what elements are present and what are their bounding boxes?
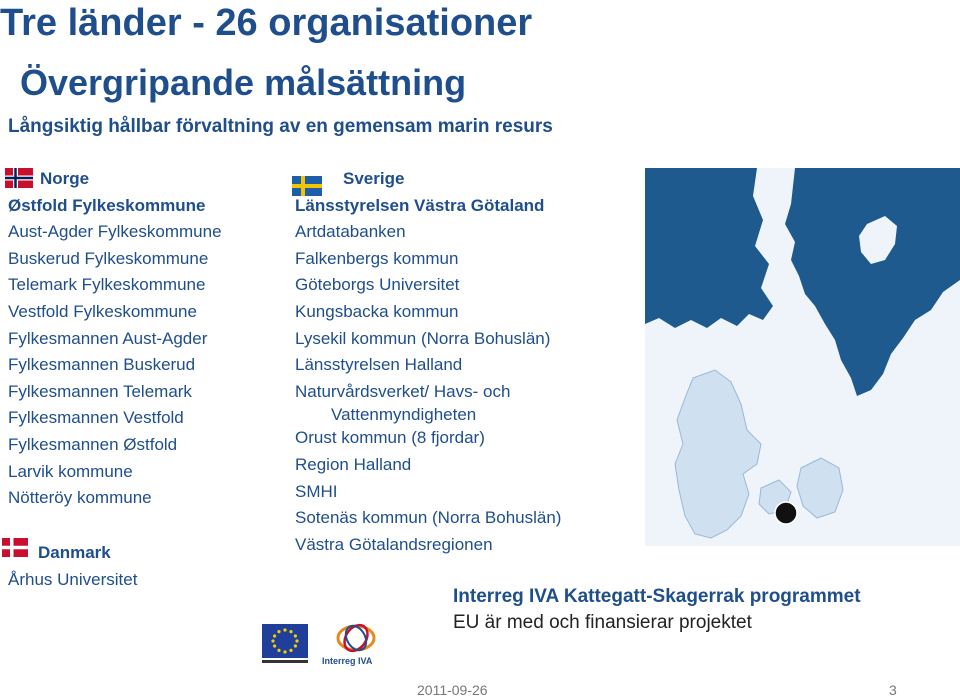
list-item: Artdatabanken [295,222,406,242]
list-item: Fylkesmannen Telemark [8,381,192,401]
sweden-list [295,166,561,558]
norway-heading: Norge [40,169,90,188]
list-item: Göteborgs Universitet [295,275,460,295]
denmark-heading: Danmark [38,543,111,562]
list-item: Västra Götalandsregionen [295,534,493,554]
eu-flag-logo [262,624,308,658]
sweden-heading: Sverige [343,169,405,188]
list-item: Larvik kommune [8,461,133,481]
region-map [645,168,960,546]
page-subtitle: Övergripande målsättning [20,62,467,103]
list-item: Århus Universitet [8,569,138,589]
list-item: Telemark Fylkeskommune [8,275,206,295]
list-item: Vestfold Fylkeskommune [8,301,197,321]
slide-date: 2011-09-26 [417,682,488,698]
list-item: Østfold Fylkeskommune [8,195,206,215]
list-item: Aust-Agder Fylkeskommune [8,222,222,242]
norway-list [8,166,222,512]
page-title: Tre länder - 26 organisationer [0,2,533,44]
list-item: Naturvårdsverket/ Havs- och [295,381,511,401]
interreg-program-text: Interreg IVA Kattegatt-Skagerrak programmet [453,586,861,607]
eu-funding-text: EU är med och finansierar projektet [453,612,752,633]
list-item: SMHI [295,481,338,501]
list-item: Region Halland [295,454,412,474]
denmark-list [8,540,137,593]
list-item: Orust kommun (8 fjordar) [295,428,485,448]
eu-logo-caption-line [262,660,308,663]
list-item: Fylkesmannen Buskerud [8,355,196,375]
list-item: Fylkesmannen Østfold [8,434,178,454]
list-item: Sotenäs kommun (Norra Bohuslän) [295,508,562,528]
list-item: Vattenmyndigheten [331,405,477,425]
list-item: Länsstyrelsen Halland [295,355,463,375]
list-item: Falkenbergs kommun [295,248,459,268]
goal-statement: Långsiktig hållbar förvaltning av en gemensam marin resurs [8,116,553,137]
list-item: Länsstyrelsen Västra Götaland [295,195,545,215]
interreg-logo-text: Interreg IVA [322,656,373,666]
list-item: Buskerud Fylkeskommune [8,248,209,268]
list-item: Lysekil kommun (Norra Bohuslän) [295,328,551,348]
list-item: Kungsbacka kommun [295,301,459,321]
map-marker [775,502,797,524]
list-item: Fylkesmannen Aust-Agder [8,328,208,348]
list-item: Nötteröy kommune [8,488,152,508]
slide-number: 3 [889,682,897,698]
list-item: Fylkesmannen Vestfold [8,408,184,428]
